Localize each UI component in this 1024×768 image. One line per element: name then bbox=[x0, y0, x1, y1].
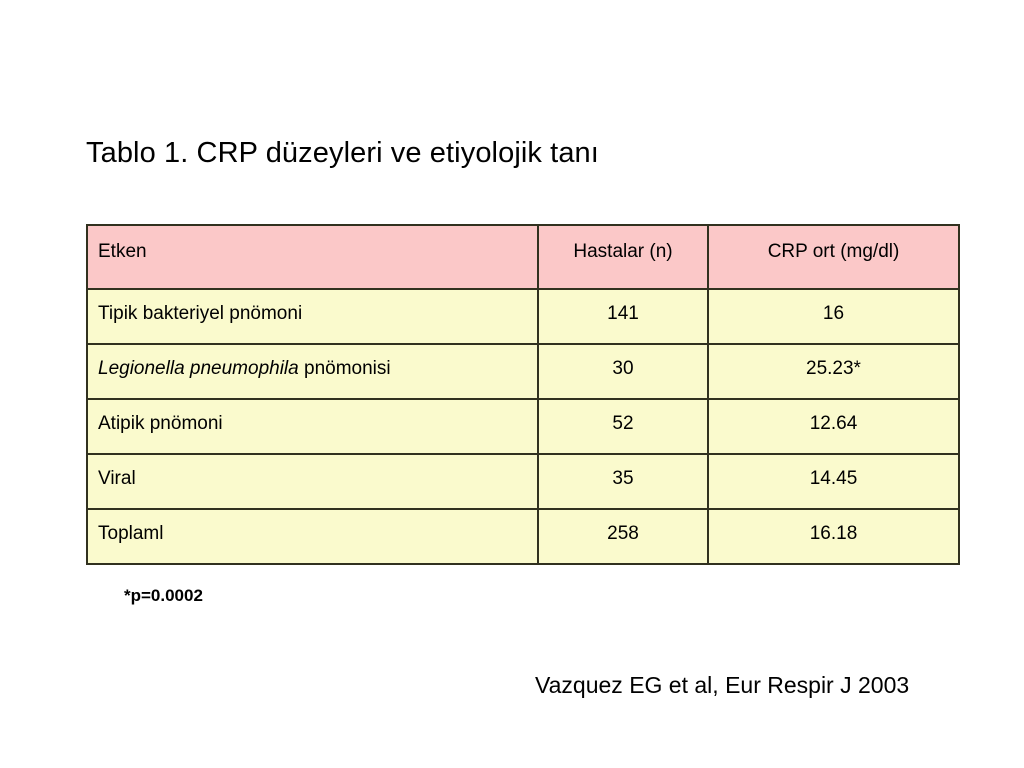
cell-crp bbox=[708, 344, 959, 399]
cell-etken bbox=[87, 454, 538, 509]
cell-etken-text bbox=[88, 345, 537, 380]
table-row bbox=[87, 509, 959, 564]
cell-hastalar-value: 30 bbox=[612, 358, 634, 379]
cell-crp bbox=[708, 289, 959, 344]
cell-hastalar-value: 141 bbox=[607, 303, 639, 324]
cell-hastalar bbox=[538, 289, 708, 344]
cell-hastalar bbox=[538, 454, 708, 509]
table-footnote: *p=0.0002 bbox=[124, 586, 203, 605]
column-header-crp-label: CRP ort (mg/dl) bbox=[767, 241, 900, 262]
page-title: Tablo 1. CRP düzeyleri ve etiyolojik tanı bbox=[86, 137, 599, 169]
cell-crp-value: 16 bbox=[822, 303, 845, 324]
source-citation: Vazquez EG et al, Eur Respir J 2003 bbox=[535, 672, 910, 698]
cell-crp bbox=[708, 509, 959, 564]
cell-hastalar-value: 258 bbox=[607, 523, 639, 544]
cell-etken-plain: pnömonisi bbox=[298, 358, 391, 379]
cell-hastalar bbox=[538, 344, 708, 399]
cell-etken bbox=[87, 399, 538, 454]
table-header-row bbox=[87, 225, 959, 289]
cell-hastalar bbox=[538, 509, 708, 564]
column-header-etken-label: Etken bbox=[98, 241, 147, 262]
cell-crp-value: 12.64 bbox=[809, 413, 858, 434]
table-row bbox=[87, 289, 959, 344]
cell-etken-text bbox=[88, 455, 537, 490]
column-header-hastalar-label: Hastalar (n) bbox=[573, 241, 673, 262]
cell-etken-plain: Toplaml bbox=[98, 523, 164, 544]
cell-crp-value: 16.18 bbox=[809, 523, 858, 544]
cell-crp bbox=[708, 454, 959, 509]
cell-etken-text bbox=[88, 400, 537, 435]
table-body bbox=[87, 289, 959, 564]
table-header bbox=[87, 225, 959, 289]
column-header-crp bbox=[708, 225, 959, 289]
table-row bbox=[87, 399, 959, 454]
cell-etken-text bbox=[88, 510, 537, 545]
cell-etken-plain: Atipik pnömoni bbox=[98, 413, 223, 434]
table-row bbox=[87, 454, 959, 509]
cell-etken bbox=[87, 289, 538, 344]
crp-etiology-table bbox=[86, 224, 960, 565]
cell-crp-value: 25.23* bbox=[806, 358, 861, 379]
cell-hastalar-value: 52 bbox=[612, 413, 634, 434]
cell-hastalar-value: 35 bbox=[612, 468, 634, 489]
column-header-hastalar bbox=[538, 225, 708, 289]
cell-etken-plain: Viral bbox=[98, 468, 136, 489]
cell-etken-plain: Tipik bakteriyel pnömoni bbox=[98, 303, 303, 324]
cell-etken bbox=[87, 509, 538, 564]
cell-etken-italic: Legionella pneumophila bbox=[98, 358, 299, 379]
table-row bbox=[87, 344, 959, 399]
column-header-etken bbox=[87, 225, 538, 289]
cell-hastalar bbox=[538, 399, 708, 454]
cell-crp bbox=[708, 399, 959, 454]
cell-crp-value: 14.45 bbox=[809, 468, 858, 489]
cell-etken bbox=[87, 344, 538, 399]
cell-etken-text bbox=[88, 290, 537, 325]
